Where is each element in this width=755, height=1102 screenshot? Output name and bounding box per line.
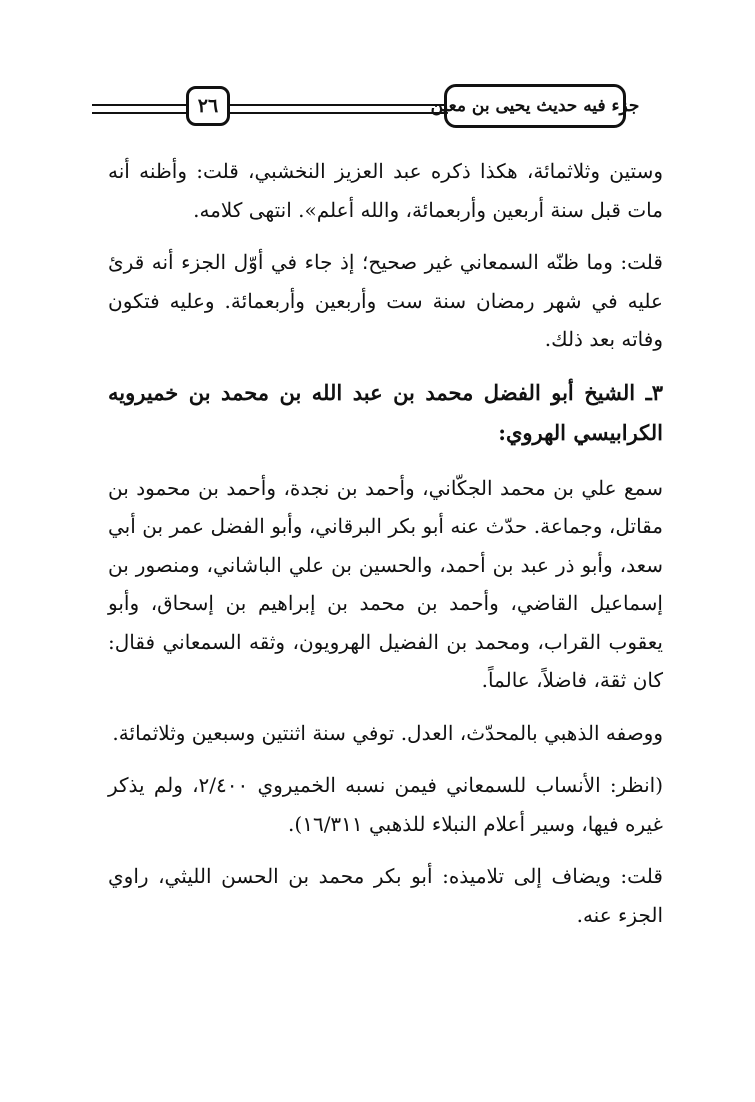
page-number: ٢٦ <box>186 86 230 126</box>
paragraph-2: قلت: وما ظنّه السمعاني غير صحيح؛ إذ جاء في أوّل الجزء أنه قرئ عليه في شهر رمضان سنة ست وأربعين وأربعمائة. وعليه فتكون وفاته بعد ذلك. <box>108 250 663 351</box>
book-title: جزء فيه حديث يحيى بن معين <box>444 84 626 128</box>
paragraph-3: سمع علي بن محمد الجكّاني، وأحمد بن نجدة، وأحمد بن محمود بن مقاتل، وجماعة. حدّث عنه أبو بكر البرقاني، وأبو الفضل عمر بن أبي سعد، وأبو ذر عبد بن أحمد، والحسين بن علي الباشاني، ومنصور بن إسماعيل القاضي، وأحمد بن محمد بن إبراهيم بن إسحاق، وأبو يعقوب القراب، ومحمد بن الفضيل الهرويون، وثقه السمعاني فقال: كان ثقة، فاضلاً، عالماً. <box>108 475 664 692</box>
section-heading: ٣ـ الشيخ أبو الفضل محمد بن عبد الله بن محمد بن خميرويه الكرابيسي الهروي: <box>108 379 663 445</box>
paragraph-4: ووصفه الذهبي بالمحدّث، العدل. توفي سنة اثنتين وسبعين وثلاثمائة. <box>112 720 663 745</box>
paragraph-1: وستين وثلاثمائة، هكذا ذكره عبد العزيز النخشبي، قلت: وأظنه أنه مات قبل سنة أربعين وأربعمائة، والله أعلم». انتهى كلامه. <box>108 159 663 222</box>
paragraph-5: (انظر: الأنساب للسمعاني فيمن نسبه الخميروي ٢/٤٠٠، ولم يذكر غيره فيها، وسير أعلام النبلاء للذهبي ١٦/٣١١). <box>108 773 663 836</box>
paragraph-6: قلت: ويضاف إلى تلاميذه: أبو بكر محمد بن الحسن الليثي، راوي الجزء عنه. <box>108 864 663 927</box>
page-body <box>108 152 663 948</box>
